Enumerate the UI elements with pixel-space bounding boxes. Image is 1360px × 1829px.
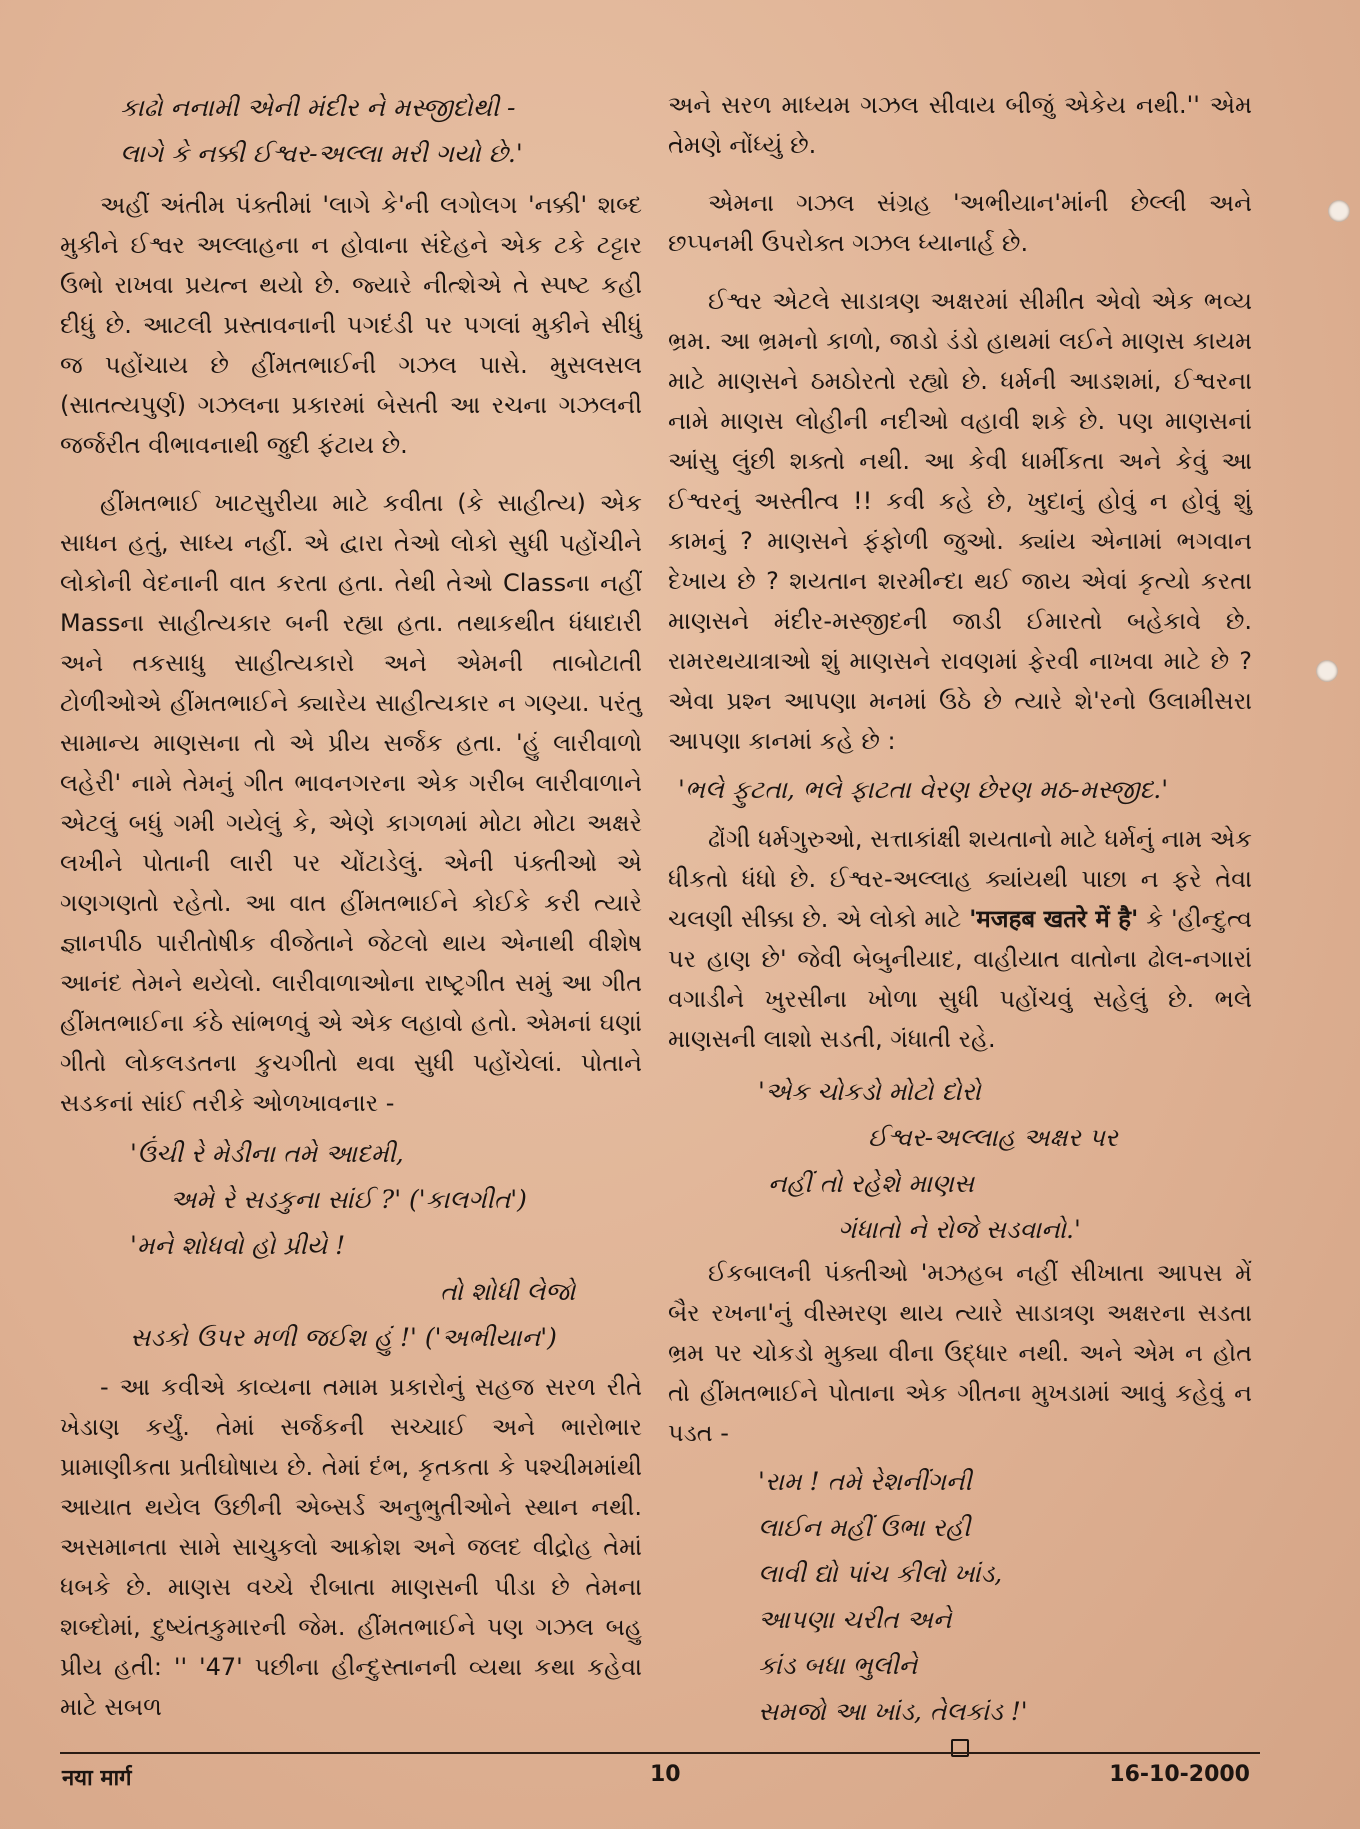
paper-hole (1316, 660, 1338, 682)
footer-date: 16-10-2000 (1109, 1762, 1250, 1787)
verse-line: આપણા ચરીત અને (758, 1605, 952, 1634)
footer-rule (60, 1752, 1260, 1754)
verse-line: 'એક ચોકડો મોટો દોરો (758, 1077, 981, 1106)
verse-line: તો શોધી લેજો (440, 1277, 576, 1306)
body-paragraph: એમના ગઝલ સંગ્રહ 'અભીયાન'માંની છેલ્લી અને છપ્પનમી ઉપરોક્ત ગઝલ ધ્યાનાર્હ છે. (668, 189, 1252, 257)
verse-line: સડકો ઉપર મળી જઈશ હું !' ('અભીયાન') (130, 1323, 557, 1352)
body-paragraph: હીંમતભાઈ ખાટસુરીયા માટે કવીતા (કે સાહીત્ય) એક સાધન હતું, સાધ્ય નહીં. એ દ્વારા તેઓ લોકો સુધી પહોંચીને લોકોની વેદનાની વાત કરતા હતા. તેથી તેઓ Classના નહીં Massના સાહીત્યકાર બની રહ્યા હતા. તથાકથીત ધંધાદારી અને તકસાધુ સાહીત્યકારો અને એમની તાબોટાતી ટોળીઓએ હીંમતભાઈને ક્યારેય સાહીત્યકાર ન ગણ્યા. પરંતુ સામાન્ય માણસના તો એ પ્રીય સર્જક હતા. 'હું લારીવાળો લહેરી' નામે તેમનું ગીત ભાવનગરના એક ગરીબ લારીવાળાને એટલું બધું ગમી ગયેલું કે, એણે કાગળમાં મોટા મોટા અક્ષરે લખીને પોતાની લારી પર ચોંટાડેલું. એની પંક્તીઓ એ ગણગણતો રહેતો. આ વાત હીંમતભાઈને કોઈકે કરી ત્યારે જ્ઞાનપીઠ પારીતોષીક વીજેતાને જેટલો થાય એનાથી વીશેષ આનંદ તેમને થયેલો. લારીવાળાઓના રાષ્ટ્રગીત સમું આ ગીત હીંમતભાઈના કંઠે સાંભળવું એ એક લહાવો હતો. એમનાં ઘણાં ગીતો લોકલડતના કુચગીતો થવા સુધી પહોંચેલાં. પોતાને સડકનાં સાંઈ તરીકે ઓળખાવનાર - (60, 489, 642, 1117)
verse-line: 'મને શોધવો હો પ્રીયે ! (130, 1231, 346, 1260)
verse-line: કાઢો નનામી એની મંદીર ને મસ્જીદોથી - (120, 93, 516, 122)
verse-line: 'ભલે ફુટતા, ભલે ફાટતા વેરણ છેરણ મઠ-મસ્જીદ.' (678, 775, 1169, 804)
end-mark (668, 1739, 1252, 1761)
body-paragraph: ઈશ્વર એટલે સાડાત્રણ અક્ષરમાં સીમીત એવો એક ભવ્ય ભ્રમ. આ ભ્રમનો કાળો, જાડો ડંડો હાથમાં લઈને માણસ કાયમ માટે માણસને ઠમઠોરતો રહ્યો છે. ધર્મની આડશમાં, ઈશ્વરના નામે માણસ લોહીની નદીઓ વહાવી શકે છે. પણ માણસનાં આંસુ લુંછી શક્તો નથી. આ કેવી ધાર્મીકતા અને કેવું આ ઈશ્વરનું અસ્તીત્વ !! કવી કહે છે, ખુદાનું હોવું ન હોવું શું કામનું ? માણસને ફંફોળી જુઓ. ક્યાંય એનામાં ભગવાન દેખાય છે ? શયતાન શરમીન્દા થઈ જાય એવાં કૃત્યો કરતા માણસને મંદીર-મસ્જીદની જાડી ઈમારતો બહેકાવે છે. રામરથયાત્રાઓ શું માણસને રાવણમાં ફેરવી નાખવા માટે છે ? એવા પ્રશ્ન આપણા મનમાં ઉઠે છે ત્યારે શે'રનો ઉલામીસરા આપણા કાનમાં કહે છે : (668, 287, 1252, 755)
page-number: 10 (650, 1762, 681, 1787)
verse-line: નહીં તો રહેશે માણસ (768, 1169, 975, 1198)
hindi-phrase: 'मजहब खतरे में है' (969, 905, 1139, 933)
body-paragraph (668, 819, 1252, 1059)
paper-hole (1328, 200, 1350, 222)
verse-line: ગંધાતો ને રોજે સડવાનો.' (838, 1215, 1081, 1244)
body-paragraph: ઈકબાલની પંક્તીઓ 'મઝહબ નહીં સીખાતા આપસ મેં બૈર રખના'નું વીસ્મરણ થાય ત્યારે સાડાત્રણ અક્ષરના સડતા ભ્રમ પર ચોકડો મુક્યા વીના ઉદ્ધાર નથી. અને એમ ન હોત તો હીંમતભાઈને પોતાના એક ગીતના મુખડામાં આવું કહેવું ન પડત - (668, 1259, 1252, 1447)
right-column (668, 85, 1252, 1761)
body-paragraph: અને સરળ માધ્યમ ગઝલ સીવાય બીજું એકેય નથી.'' એમ તેમણે નોંધ્યું છે. (668, 91, 1252, 159)
verse-line: અમે રે સડકુના સાંઈ ?' ('કાલગીત') (170, 1185, 527, 1214)
paragraph-text: ઢોંગી ધર્મગુરુઓ, સત્તાકાંક્ષી શયતાનો માટે ધર્મનું નામ એક ધીકતો ધંધો છે. ઈશ્વર-અલ્લાહ ક્યાંયથી પાછા ન ફરે તેવા ચલણી સીક્કા છે. એ લોકો માટે (668, 825, 1252, 933)
square-icon (951, 1739, 969, 1757)
left-column (60, 85, 642, 1727)
verse-line: લાઈન મહીં ઉભા રહી (758, 1513, 971, 1542)
paragraph-text: કે 'હીન્દુત્વ પર હાણ છે' જેવી બેબુનીયાદ, વાહીયાત વાતોના ઢોલ-નગારાં વગાડીને ખુરસીના ખોળા સુધી પહોંચવું સહેલું છે. ભલે માણસની લાશો સડતી, ગંધાતી રહે. (668, 905, 1253, 1053)
verse-line: સમજો આ ખાંડ, તેલકાંડ !' (758, 1697, 1028, 1726)
footer-publication: नया मार्ग (62, 1766, 132, 1791)
body-paragraph: અહીં અંતીમ પંક્તીમાં 'લાગે કે'ની લગોલગ 'નક્કી' શબ્દ મુકીને ઈશ્વર અલ્લાહના ન હોવાના સંદેહને એક ટકે ટટ્ટાર ઉભો રાખવા પ્રયત્ન થયો છે. જ્યારે નીત્શેએ તે સ્પષ્ટ કહી દીધું છે. આટલી પ્રસ્તાવનાની પગદંડી પર પગલાં મુકીને સીધું જ પહોંચાય છે હીંમતભાઈની ગઝલ પાસે. મુસલસલ (સાતત્યપુર્ણ) ગઝલના પ્રકારમાં બેસતી આ રચના ગઝલની જર્જરીત વીભાવનાથી જુદી ફંટાય છે. (60, 191, 642, 459)
verse-line: ઈશ્વર-અલ્લાહ અક્ષર પર (868, 1123, 1118, 1152)
verse-line: લાવી દ્યો પાંચ કીલો ખાંડ, (758, 1559, 1003, 1588)
verse-line: કાંડ બધા ભુલીને (758, 1651, 918, 1680)
verse-line: 'રામ ! તમે રેશનીંગની (758, 1467, 972, 1496)
verse-line: લાગે કે નક્કી ઈશ્વર-અલ્લા મરી ગયો છે.' (120, 139, 523, 168)
verse-line: 'ઉંચી રે મેડીના તમે આદમી, (130, 1139, 404, 1168)
body-paragraph: - આ કવીએ કાવ્યના તમામ પ્રકારોનું સહજ સરળ રીતે ખેડાણ કર્યું. તેમાં સર્જકની સચ્ચાઈ અને ભારોભાર પ્રામાણીકતા પ્રતીઘોષાય છે. તેમાં દંભ, કૃતકતા કે પશ્ચીમમાંથી આયાત થયેલ ઉછીની એબ્સર્ડ અનુભુતીઓને સ્થાન નથી. અસમાનતા સામે સાચુકલો આક્રોશ અને જલદ વીદ્રોહ તેમાં ધબકે છે. માણસ વચ્ચે રીબાતા માણસની પીડા છે તેમના શબ્દોમાં, દુષ્યંતકુમારની જેમ. હીંમતભાઈને પણ ગઝલ બહુ પ્રીય હતી: '' '47' પછીના હીન્દુસ્તાનની વ્યથા કથા કહેવા માટે સબળ (60, 1373, 642, 1721)
